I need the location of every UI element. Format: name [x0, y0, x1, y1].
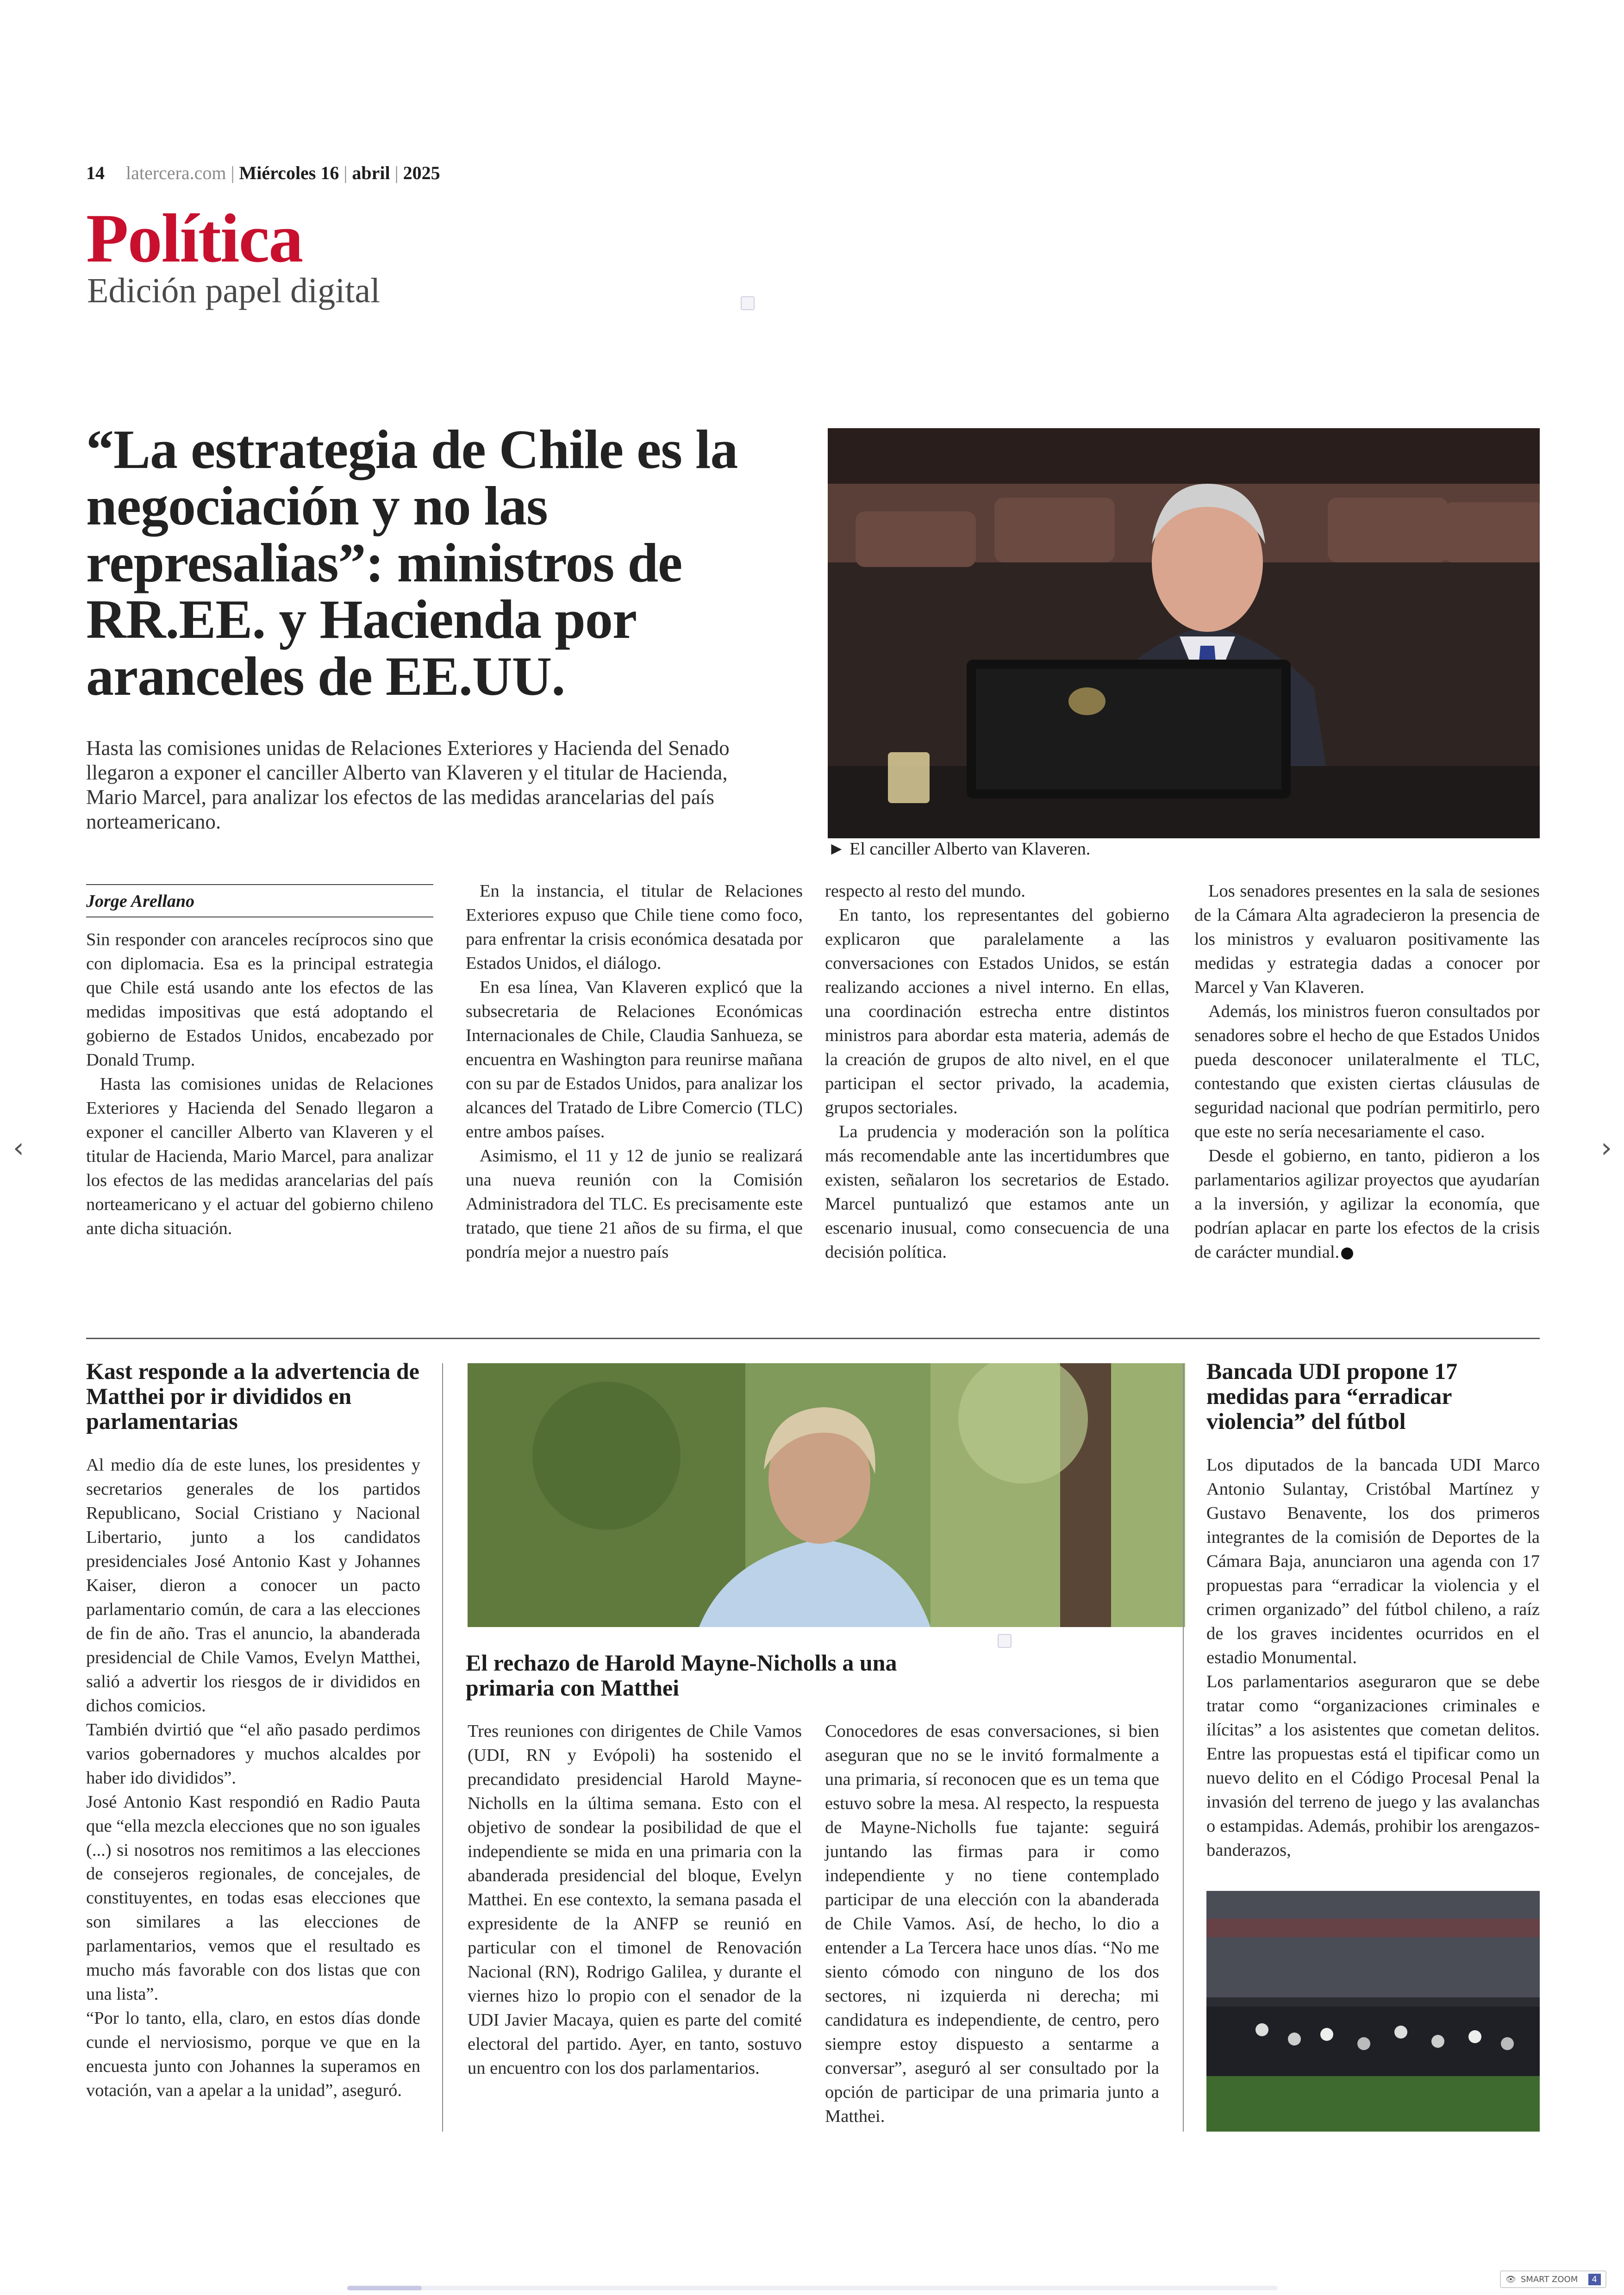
article-column-3 [825, 879, 1169, 1265]
kast-headline: Kast responde a la advertencia de Matthei por ir divididos en parlamentarias [86, 1358, 419, 1434]
date-day: Miércoles 16 [239, 162, 339, 183]
article-column-4 [1194, 879, 1540, 1265]
paragraph: Los senadores presentes en la sala de sesiones de la Cámara Alta agradecieron la presencia de los ministros y evaluaron positivamente las medidas y estrategia dadas a conocer por Marcel y Van Klaveren. [1194, 881, 1540, 997]
paragraph: Los parlamentarios aseguraron que se debe tratar como “organizaciones criminales e ilícitas” a los asistentes que cometan delitos. Entre las propuestas está el tipificar como un nuevo delito en el Código Procesal Penal la invasión del terreno de juego y las avalanchas o estampidas. Además, prohibir los arengazos-banderazos, [1206, 1671, 1540, 1860]
chevron-right-icon: › [1601, 1132, 1612, 1164]
article-column-1 [86, 928, 433, 1241]
column-rule [442, 1363, 443, 2132]
clip-icon[interactable] [998, 1634, 1012, 1648]
chevron-left-icon: ‹ [13, 1132, 24, 1164]
paragraph: La prudencia y moderación son la política más recomendable ante las incertidumbres que existen, señalaron los secretarios de Estado. Marcel puntualizó que estamos ante un escenario inusual, como consecuencia de una decisión política. [825, 1122, 1169, 1262]
paragraph: En tanto, los representantes del gobierno explicaron que paralelamente a las conversaciones con Estados Unidos, se están realizando acciones a nivel interno. En ellas, una coordinación estrecha entre distintos ministros para abordar esta materia, además de la creación de grupos de alto nivel, en el que participan el sector privado, la academia, grupos sectoriales. [825, 905, 1169, 1117]
smart-zoom-label: SMART ZOOM [1520, 2274, 1578, 2284]
mayne-headline: El rechazo de Harold Mayne-Nicholls a una primaria con Matthei [466, 1650, 897, 1701]
clip-icon[interactable] [741, 296, 755, 310]
end-mark-icon [1341, 1247, 1353, 1260]
paragraph: Conocedores de esas conversaciones, si bien aseguran que no se le invitó formalmente a una primaria, sí reconocen que es un tema que estuvo sobre la mesa. Al respecto, la respuesta de Mayne-Nicholls fue tajante: seguirá juntando las firmas para ir como independiente y no tiene contemplado participar de una elección con la abanderada de Chile Vamos. Así, de hecho, lo dio a entender a La Tercera hace unos días. “No me siento cómodo con ninguno de los dos sectores, ni izquierda ni derecha; mi candidatura es independiente, de centro, pero siempre estoy dispuesto a sentarme a conversar”, aseguró al ser consultado por la opción de participar de una primaria junto a Matthei. [825, 1721, 1159, 2126]
section-divider [86, 1338, 1540, 1339]
next-page-button[interactable] [1593, 1134, 1620, 1162]
mayne-column-1 [468, 1720, 802, 2081]
date-year: 2025 [403, 162, 440, 183]
paragraph: En esa línea, Van Klaveren explicó que la subsecretaria de Relaciones Económicas Internacionales de Chile, Claudia Sanhueza, se encuentra en Washington para reunirse mañana con su par de Estados Unidos, para analizar los alcances del Tratado de Libre Comercio (TLC) entre ambos países. [466, 977, 803, 1141]
stadium-image [1206, 1891, 1540, 2132]
main-headline: “La estrategia de Chile es la negociación y no las represalias”: ministros de RR.EE. y Hacienda por aranceles de EE.UU. [86, 418, 738, 707]
udi-headline: Bancada UDI propone 17 medidas para “erradicar violencia” del fútbol [1206, 1358, 1458, 1434]
paragraph: respecto al resto del mundo. [825, 881, 1025, 901]
paragraph-text: Desde el gobierno, en tanto, pidieron a los parlamentarios agilizar proyectos que ayudarían a la inversión, y agilizar la economía, que podrían aplacar en parte los efectos de la crisis de carácter mundial. [1194, 1146, 1540, 1262]
paragraph: Asimismo, el 11 y 12 de junio se realizará una nueva reunión con la Comisión Administradora del TLC. Es precisamente este tratado, que tiene 21 años de su firma, el que pondría mejor a nuestro país [466, 1146, 803, 1262]
paragraph: En la instancia, el titular de Relaciones Exteriores expuso que Chile tiene como foco, para enfrentar la crisis económica desatada por Estados Unidos, el diálogo. [466, 881, 803, 973]
author-name: Jorge Arellano [86, 892, 194, 911]
article-column-2 [466, 879, 803, 1265]
page-progress-fill [347, 2286, 422, 2290]
main-photo [828, 428, 1540, 838]
paragraph: Hasta las comisiones unidas de Relaciones Exteriores y Hacienda del Senado llegaron a exponer el canciller Alberto van Klaveren y el titular de Hacienda, Mario Marcel, para analizar los efectos de las medidas arancelarias del país norteamericano y el actuar del gobierno chileno ante dicha situación. [86, 1074, 433, 1238]
paragraph: Sin responder con aranceles recíprocos sino que con diplomacia. Esa es la principal estrategia que Chile está usando ante los efectos de las medidas impositivas que está adoptando el gobierno de Estados Unidos, encabezado por Donald Trump. [86, 930, 433, 1070]
main-lead: Hasta las comisiones unidas de Relaciones Exteriores y Hacienda del Senado llegaron a exponer el canciller Alberto van Klaveren y el titular de Hacienda, Mario Marcel, para analizar los efectos de las medidas arancelarias del país norteamericano. [86, 736, 730, 834]
column-rule [1183, 1363, 1184, 2132]
prev-page-button[interactable] [5, 1134, 32, 1162]
date-month: abril [352, 162, 390, 183]
author-top-rule [86, 884, 433, 885]
senate-photo [828, 428, 1540, 838]
mayne-column-2 [825, 1720, 1159, 2128]
portrait-photo [468, 1363, 1185, 1627]
page-progress-track[interactable] [347, 2286, 1278, 2290]
page-number: 14 [86, 162, 105, 183]
paragraph: Los diputados de la bancada UDI Marco Antonio Sulantay, Cristóbal Martínez y Gustavo Benavente, los dos primeros integrantes de la comisión de Deportes de la Cámara Baja, anunciaron una agenda con 17 propuestas para “erradicar la violencia y el crimen organizado” del fútbol chileno, a raíz de los graves incidentes ocurridos en el estadio Monumental. [1206, 1455, 1540, 1667]
paragraph: Tres reuniones con dirigentes de Chile Vamos (UDI, RN y Evópoli) ha sostenido el precandidato presidencial Harold Mayne-Nicholls en la última semana. Esto con el objetivo de sondear la posibilidad de que el independiente se mida en una primaria con la abanderada presidencial del bloque, Evelyn Matthei. En ese contexto, la semana pasada el expresidente de la ANFP se reunió en particular con el timonel de Renovación Nacional (RN), Rodrigo Galilea, y durante el viernes hizo lo propio con el senador de la UDI Javier Macaya, quien es parte del comité electoral del partido. Ayer, en tanto, sostuvo un encuentro con los dos parlamentarios. [468, 1721, 802, 2078]
paragraph: “Por lo tanto, ella, claro, en estos días donde cunde el nerviosismo, porque ve que en la encuesta junto con Johannes la superamos en votación, van a apelar a la unidad”, aseguró. [86, 2008, 420, 2101]
udi-body [1206, 1453, 1540, 1862]
site-name: latercera.com [126, 162, 226, 183]
page-header: 14 latercera.com | Miércoles 16 | abril | 2025 [86, 162, 440, 183]
paragraph: También dvirtió que “el año pasado perdimos varios gobernadores y muchos alcaldes por haber ido divididos”. [86, 1720, 420, 1788]
stadium-photo [1206, 1891, 1540, 2132]
edition-label: Edición papel digital [87, 271, 381, 310]
smart-zoom-count: 4 [1588, 2274, 1601, 2285]
paragraph [1194, 1144, 1540, 1265]
paragraph: Además, los ministros fueron consultados por senadores sobre el hecho de que Estados Unidos pueda desconocer unilateralmente el TLC, contestando que existen ciertas cláusulas de seguridad nacional que podrían permitirlo, pero que este no sería necesariamente el caso. [1194, 1001, 1540, 1141]
section-title: Política [86, 200, 303, 277]
mayne-photo [468, 1363, 1185, 1627]
paragraph: Al medio día de este lunes, los presidentes y secretarios generales de los partidos Republicano, Social Cristiano y Nacional Libertario, junto a los candidatos presidenciales José Antonio Kast y Johannes Kaiser, dieron a conocer un pacto parlamentario común, de cara a las elecciones de fin de año. Tras el anuncio, la abanderada presidencial de Chile Vamos, Evelyn Matthei, salió a advertir los riesgos de ir divididos en dichos comicios. [86, 1455, 420, 1715]
kast-body [86, 1453, 420, 2103]
smart-zoom-button[interactable] [1500, 2270, 1606, 2288]
paragraph: José Antonio Kast respondió en Radio Pauta que “ella mezcla elecciones que no son iguales (...) si nosotros nos remitimos a las elecciones de consejeros regionales, de concejales, de constituyentes, en todas esas elecciones que son similares a las elecciones de parlamentarios, vemos que el resultado es mucho más favorable con dos listas que con una lista”. [86, 1792, 420, 2004]
eye-icon: 👁 [1505, 2274, 1516, 2284]
photo-caption: ► El canciller Alberto van Klaveren. [828, 839, 1091, 859]
